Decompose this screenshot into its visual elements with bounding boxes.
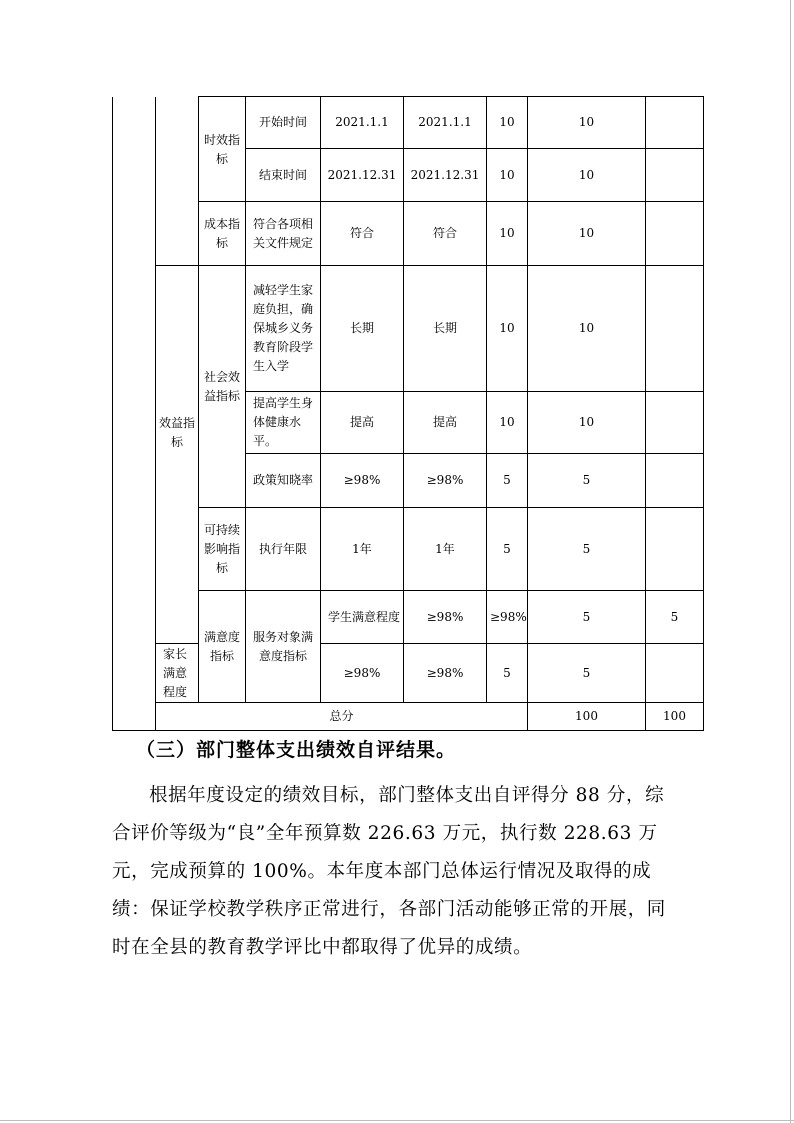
score-value: 5 xyxy=(528,508,646,591)
actual-value: ≥98% xyxy=(404,644,487,703)
indicator-name: 结束时间 xyxy=(246,149,321,202)
page-edge-right xyxy=(790,0,791,1123)
actual-value: 2021.1.1 xyxy=(404,97,487,149)
score-value: 10 xyxy=(528,392,646,454)
section-title: （三）部门整体支出绩效自评结果。 xyxy=(136,739,457,761)
performance-table xyxy=(112,96,704,731)
level2-cell: 满意度指标 xyxy=(199,591,246,703)
level3-cell: 可持续影响指标 xyxy=(199,508,246,591)
level3-cell: 服务对象满意度指标 xyxy=(246,591,321,703)
weight-value: 5 xyxy=(487,508,528,591)
target-value: 2021.1.1 xyxy=(321,97,404,149)
score-value: 5 xyxy=(528,454,646,508)
target-value: 符合 xyxy=(321,202,404,266)
indicator-name: 提高学生身体健康水平。 xyxy=(246,392,321,454)
actual-value: 符合 xyxy=(404,202,487,266)
weight-value: 10 xyxy=(487,266,528,392)
note-cell xyxy=(646,508,704,591)
actual-value: ≥98% xyxy=(487,591,528,644)
note-cell xyxy=(646,266,704,392)
level2-cell xyxy=(156,97,199,266)
note-cell xyxy=(646,149,704,202)
table-row xyxy=(113,591,704,644)
indicator-name: 减轻学生家庭负担，确保城乡义务教育阶段学生入学 xyxy=(246,266,321,392)
target-value: 2021.12.31 xyxy=(321,149,404,202)
actual-value: 提高 xyxy=(404,392,487,454)
indicator-name: 政策知晓率 xyxy=(246,454,321,508)
table-row xyxy=(113,202,704,266)
weight-value: 5 xyxy=(487,454,528,508)
total-score: 100 xyxy=(646,703,704,731)
note-cell xyxy=(646,454,704,508)
table-row xyxy=(113,97,704,149)
weight-value: 10 xyxy=(487,202,528,266)
indicator-name: 符合各项相关文件规定 xyxy=(246,202,321,266)
score-value: 10 xyxy=(528,97,646,149)
weight-value: 10 xyxy=(487,97,528,149)
target-value: 长期 xyxy=(321,266,404,392)
score-value: 10 xyxy=(528,149,646,202)
actual-value: 2021.12.31 xyxy=(404,149,487,202)
actual-value: ≥98% xyxy=(404,454,487,508)
level2-cell: 效益指标 xyxy=(156,266,199,644)
table-row-total xyxy=(113,703,704,731)
level3-cell: 社会效益指标 xyxy=(199,266,246,508)
weight-value: 5 xyxy=(528,591,646,644)
total-label: 总分 xyxy=(156,703,528,731)
target-value: ≥98% xyxy=(404,591,487,644)
table-row xyxy=(113,266,704,392)
indicator-name: 家长满意程度 xyxy=(156,644,199,703)
note-cell xyxy=(646,392,704,454)
indicator-name: 学生满意程度 xyxy=(321,591,404,644)
level1-cell xyxy=(113,97,156,731)
indicator-name: 开始时间 xyxy=(246,97,321,149)
note-cell xyxy=(646,202,704,266)
table-row xyxy=(113,508,704,591)
indicator-name: 执行年限 xyxy=(246,508,321,591)
score-value: 10 xyxy=(528,202,646,266)
target-value: ≥98% xyxy=(321,454,404,508)
score-value: 5 xyxy=(646,591,704,644)
level3-cell: 成本指标 xyxy=(199,202,246,266)
weight-value: 5 xyxy=(487,644,528,703)
note-cell xyxy=(646,644,704,703)
total-weight: 100 xyxy=(528,703,646,731)
note-cell xyxy=(646,97,704,149)
score-value: 5 xyxy=(528,644,646,703)
target-value: ≥98% xyxy=(321,644,404,703)
actual-value: 长期 xyxy=(404,266,487,392)
target-value: 提高 xyxy=(321,392,404,454)
weight-value: 10 xyxy=(487,149,528,202)
target-value: 1年 xyxy=(321,508,404,591)
page-edge-bottom xyxy=(0,1120,794,1121)
level3-cell: 时效指标 xyxy=(199,97,246,202)
body-paragraph: 根据年度设定的绩效目标，部门整体支出自评得分 88 分，综合评价等级为“良”全年预算数 226.63 万元，执行数 228.63 万元，完成预算的 100%。本年度本部门总体运行情况及取得的成绩：保证学校教学秩序正常进行，各部门活动能够正常的开展，同时在全县的教育教学评比中都取得了优异的成绩。 xyxy=(112,785,666,958)
score-value: 10 xyxy=(528,266,646,392)
actual-value: 1年 xyxy=(404,508,487,591)
weight-value: 10 xyxy=(487,392,528,454)
